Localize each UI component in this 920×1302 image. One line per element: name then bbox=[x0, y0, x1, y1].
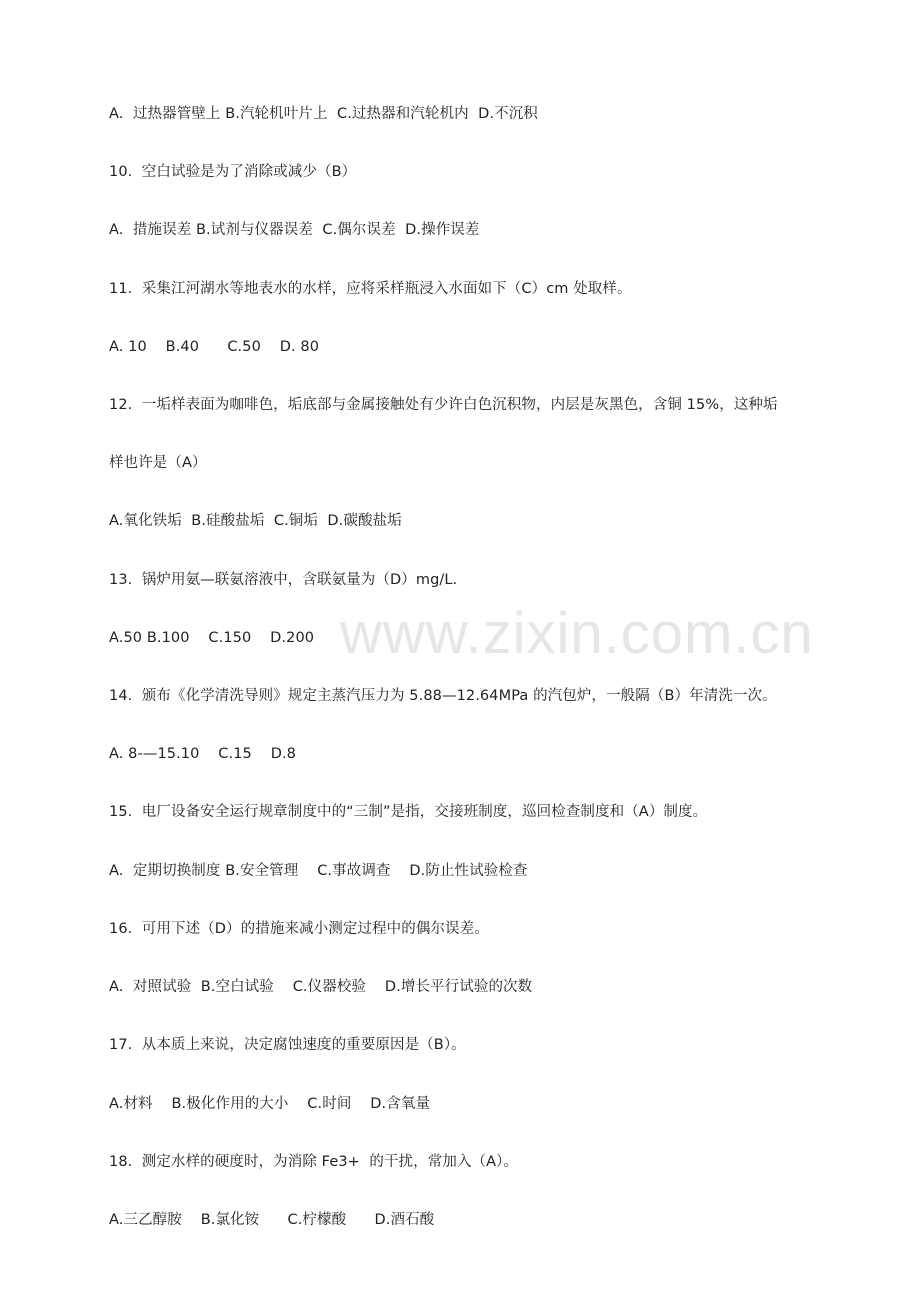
question-13: 13. 锅炉用氨—联氨溶液中，含联氨量为（D）mg/L. bbox=[109, 572, 458, 588]
option-line-q14: A. 8-—15.10 C.15 D.8 bbox=[109, 746, 297, 762]
question-17: 17. 从本质上来说，决定腐蚀速度的重要原因是（B）。 bbox=[109, 1037, 466, 1053]
option-line-q13: A.50 B.100 C.150 D.200 bbox=[109, 630, 315, 646]
option-line-q9: A. 过热器管壁上 B.汽轮机叶片上 C.过热器和汽轮机内 D.不沉积 bbox=[109, 106, 538, 122]
option-line-q16: A. 对照试验 B.空白试验 C.仪器校验 D.增长平行试验的次数 bbox=[109, 979, 533, 995]
option-line-q15: A. 定期切换制度 B.安全管理 C.事故调查 D.防止性试验检查 bbox=[109, 863, 528, 879]
watermark: www.zixin.com.cn bbox=[340, 601, 814, 666]
question-16: 16. 可用下述（D）的措施来减小测定过程中的偶尔误差。 bbox=[109, 921, 489, 937]
question-12-continued: 样也许是（A） bbox=[109, 455, 207, 471]
question-15: 15. 电厂设备安全运行规章制度中的“三制”是指，交接班制度，巡回检查制度和（A）制度。 bbox=[109, 804, 708, 820]
question-11: 11. 采集江河湖水等地表水的水样，应将采样瓶浸入水面如下（C）cm 处取样。 bbox=[109, 281, 632, 297]
option-line-q10: A. 措施误差 B.试剂与仪器误差 C.偶尔误差 D.操作误差 bbox=[109, 222, 480, 238]
question-10: 10. 空白试验是为了消除或减少（B） bbox=[109, 164, 357, 180]
question-18: 18. 测定水样的硬度时，为消除 Fe3+ 的干扰，常加入（A）。 bbox=[109, 1154, 519, 1170]
question-12: 12. 一垢样表面为咖啡色，垢底部与金属接触处有少许白色沉积物，内层是灰黑色，含铜 15%，这种垢 bbox=[109, 397, 778, 413]
option-line-q18: A.三乙醇胺 B.氯化铵 C.柠檬酸 D.酒石酸 bbox=[109, 1212, 435, 1228]
option-line-q11: A. 10 B.40 C.50 D. 80 bbox=[109, 339, 320, 355]
option-line-q17: A.材料 B.极化作用的大小 C.时间 D.含氧量 bbox=[109, 1096, 431, 1112]
question-14: 14. 颁布《化学清洗导则》规定主蒸汽压力为 5.88—12.64MPa 的汽包炉，一般隔（B）年清洗一次。 bbox=[109, 688, 777, 704]
option-line-q12: A.氧化铁垢 B.硅酸盐垢 C.铜垢 D.碳酸盐垢 bbox=[109, 513, 402, 529]
